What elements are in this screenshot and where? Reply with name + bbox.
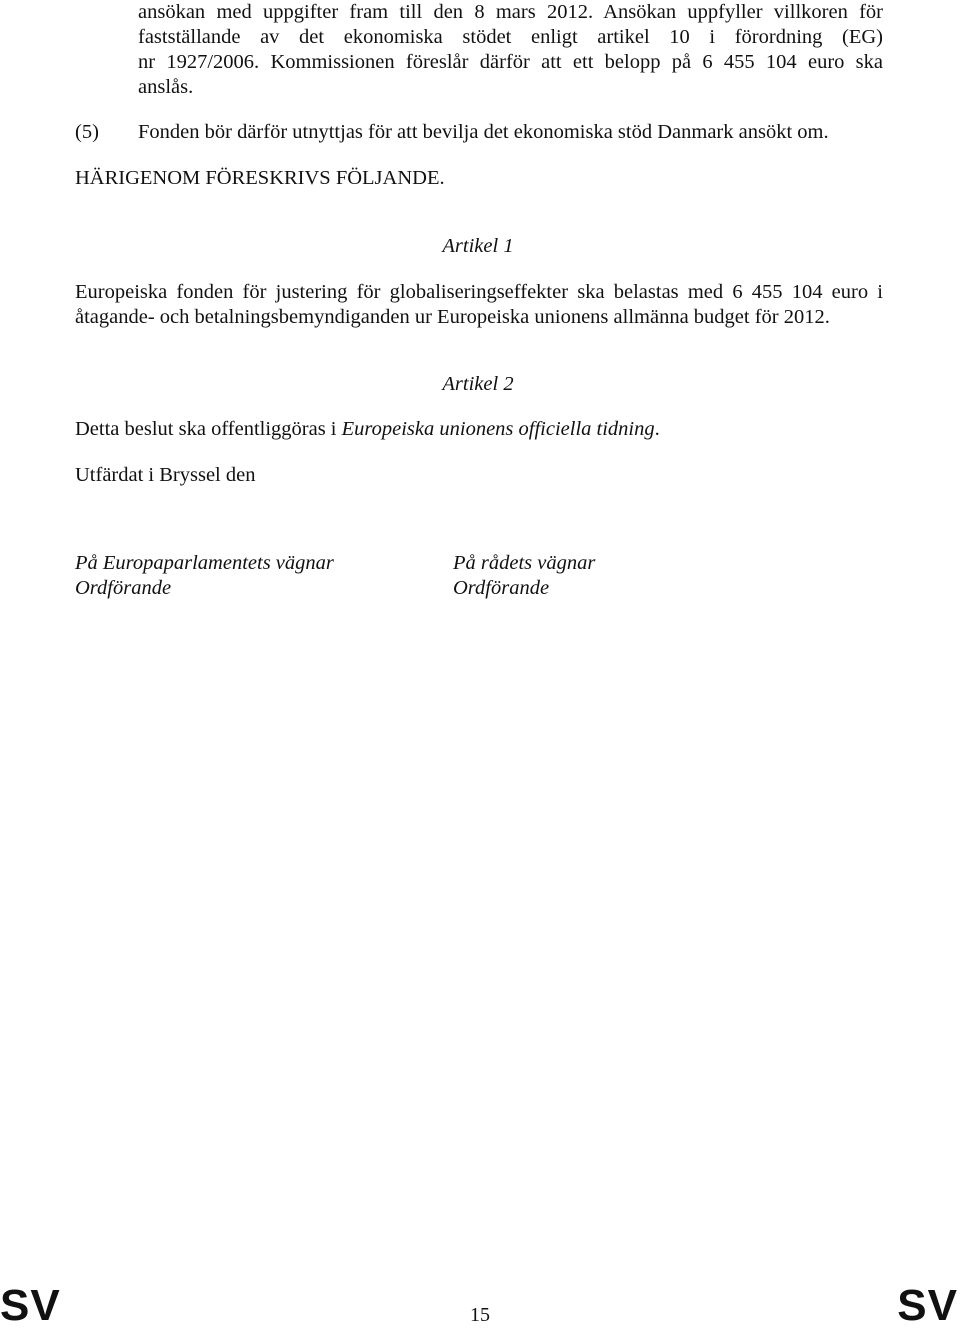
signature-council-title: På rådets vägnar: [453, 552, 596, 574]
article-2-text: [75, 417, 883, 442]
article-2-text-plain: Detta beslut ska offentliggöras i: [75, 418, 342, 440]
recital-continuation-line-3: nr 1927/2006. Kommissionen föreslår därför att ett belopp på 6 455 104 euro ska: [138, 51, 883, 73]
enacting-formula: HÄRIGENOM FÖRESKRIVS FÖLJANDE.: [75, 167, 445, 189]
recital-5-number: (5): [75, 121, 99, 143]
signature-council-role: Ordförande: [453, 577, 550, 599]
article-1-line-1: Europeiska fonden för justering för globaliseringseffekter ska belastas med 6 455 104 euro i: [75, 281, 883, 303]
article-1-heading: Artikel 1: [442, 235, 514, 257]
footer-language-code-left: SV: [0, 1281, 61, 1330]
footer-language-code-right: SV: [897, 1281, 958, 1330]
official-journal-title: Europeiska unionens officiella tidning: [341, 418, 655, 440]
done-at-line: Utfärdat i Bryssel den: [75, 464, 256, 486]
article-2-text-end: .: [654, 418, 660, 440]
signature-parliament-role: Ordförande: [75, 577, 172, 599]
recital-5-text: Fonden bör därför utnyttjas för att bevilja det ekonomiska stöd Danmark ansökt om.: [138, 121, 829, 143]
recital-continuation-line-4: anslås.: [138, 76, 194, 98]
article-2-heading: Artikel 2: [442, 373, 514, 395]
article-1-line-2: åtagande- och betalningsbemyndiganden ur Europeiska unionens allmänna budget för 2012.: [75, 306, 830, 328]
recital-continuation-line-1: ansökan med uppgifter fram till den 8 mars 2012. Ansökan uppfyller villkoren för: [138, 1, 883, 23]
signature-parliament-title: På Europaparlamentets vägnar: [75, 552, 334, 574]
page-number: 15: [470, 1304, 490, 1326]
recital-continuation-line-2: fastställande av det ekonomiska stödet enligt artikel 10 i förordning (EG): [138, 26, 883, 48]
